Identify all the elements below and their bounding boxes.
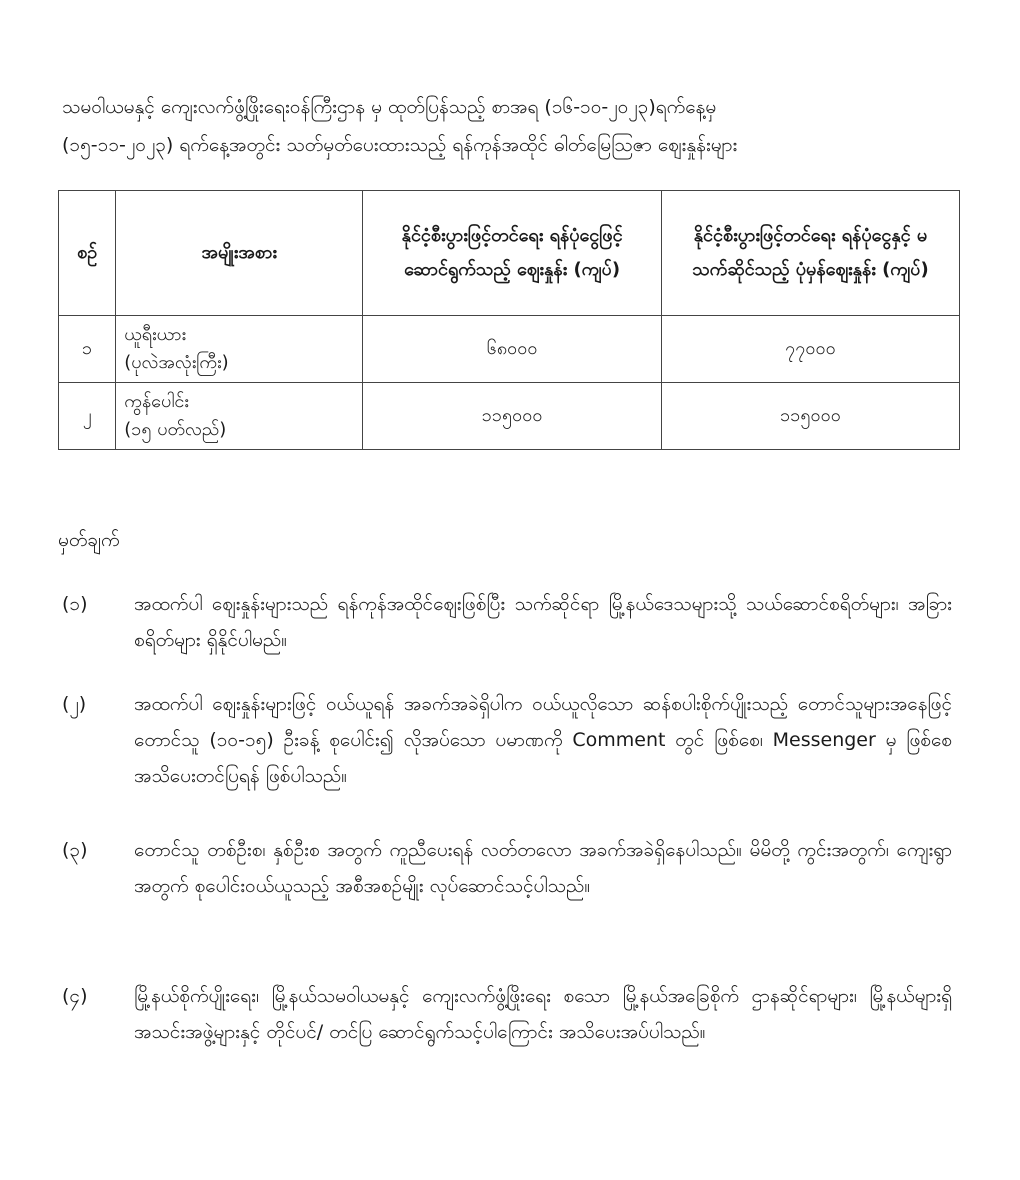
note-number: (၃) [62, 839, 88, 861]
note-number: (၄) [62, 985, 88, 1007]
note-text: တောင်သူ တစ်ဦးစ၊ နှစ်ဦးစ အတွက် ကူညီပေးရန် လတ်တလော အခက်အခဲရှိနေပါသည်။ မိမိတို့ ကွင်းအတွက်၊ ကျေးရွာအတွက် စုပေါင်းဝယ်ယူသည့် အစီအစဉ်မျိုး လုပ်ဆောင်သင့်ပါသည်။ [134, 839, 952, 897]
note-number: (၂) [62, 693, 87, 715]
row-price-regular: ၁၁၅၀၀၀ [661, 383, 959, 450]
item-detail: (၁၅ ပတ်လည်) [124, 419, 227, 440]
item-detail: (ပုလဲအလုံးကြီး) [124, 352, 229, 373]
note-text: မြို့နယ်စိုက်ပျိုးရေး၊ မြို့နယ်သမဝါယမနှင့် ကျေးလက်ဖွံ့ဖြိုးရေး စသော မြို့နယ်အခြေစိုက် ဌာနဆိုင်ရာများ၊ မြို့နယ်များရှိ အသင်းအဖွဲ့များနှင့် တိုင်ပင်/ တင်ပြ ဆောင်ရွက်သင့်ပါကြောင်း အသိပေးအပ်ပါသည်။ [134, 985, 952, 1043]
note-text: အထက်ပါ ဈေးနှုန်းများသည် ရန်ကုန်အထိုင်ဈေးဖြစ်ပြီး သက်ဆိုင်ရာ မြို့နယ်ဒေသများသို့ သယ်ဆောင်စရိတ်များ၊ အခြားစရိတ်များ ရှိနိုင်ပါမည်။ [134, 593, 952, 651]
intro-line-1: သမဝါယမနှင့် ကျေးလက်ဖွံ့ဖြိုးရေးဝန်ကြီးဌာန မှ ထုတ်ပြန်သည့် စာအရ (၁၆-၁၀-၂၀၂၃)ရက်နေ့မှ [62, 96, 717, 118]
row-item [116, 316, 363, 383]
notes-heading: မှတ်ချက် [58, 529, 120, 551]
note-item-3 [62, 832, 952, 904]
note-number: (၁) [62, 593, 88, 615]
header-price-state-fund: နိုင်ငံ့စီးပွားဖြင့်တင်ရေး ရန်ပုံငွေဖြင့် ဆောင်ရွက်သည့် ဈေးနှုန်း (ကျပ်) [363, 191, 662, 316]
note-text: အထက်ပါ ဈေးနှုန်းများဖြင့် ဝယ်ယူရန် အခက်အခဲရှိပါက ဝယ်ယူလိုသော ဆန်စပါးစိုက်ပျိုးသည့် တောင်သူများအနေဖြင့် တောင်သူ (၁၀-၁၅) ဦးခန့် စုပေါင်း၍ လိုအပ်သော ပမာဏကို Comment တွင် ဖြစ်စေ၊ Messenger မှ ဖြစ်စေ အသိပေးတင်ပြရန် ဖြစ်ပါသည်။ [134, 693, 952, 787]
header-no: စဉ် [59, 191, 116, 316]
table-header-row [59, 191, 960, 316]
row-price-state-fund: ၆၈၀၀၀ [363, 316, 662, 383]
table-row [59, 383, 960, 450]
intro-line-2: (၁၅-၁၁-၂၀၂၃) ရက်နေ့အတွင်း သတ်မှတ်ပေးထားသည့် ရန်ကုန်အထိုင် ဓါတ်မြေသြဇာ ဈေးနှုန်းများ [62, 134, 738, 156]
note-item-2 [62, 686, 952, 794]
header-item: အမျိုးအစား [116, 191, 363, 316]
row-no: ၁ [59, 316, 116, 383]
item-name: ကွန်ပေါင်း [124, 391, 189, 412]
row-price-state-fund: ၁၁၅၀၀၀ [363, 383, 662, 450]
note-item-4 [62, 978, 952, 1050]
row-item [116, 383, 363, 450]
table-row [59, 316, 960, 383]
fertilizer-price-table [58, 190, 960, 450]
note-item-1 [62, 586, 952, 658]
row-no: ၂ [59, 383, 116, 450]
row-price-regular: ၇၇၀၀၀ [661, 316, 959, 383]
item-name: ယူရီးယား [124, 324, 187, 345]
intro-paragraph [62, 88, 962, 164]
header-price-regular: နိုင်ငံ့စီးပွားဖြင့်တင်ရေး ရန်ပုံငွေနှင့် မသက်ဆိုင်သည့် ပုံမှန်ဈေးနှုန်း (ကျပ်) [661, 191, 959, 316]
